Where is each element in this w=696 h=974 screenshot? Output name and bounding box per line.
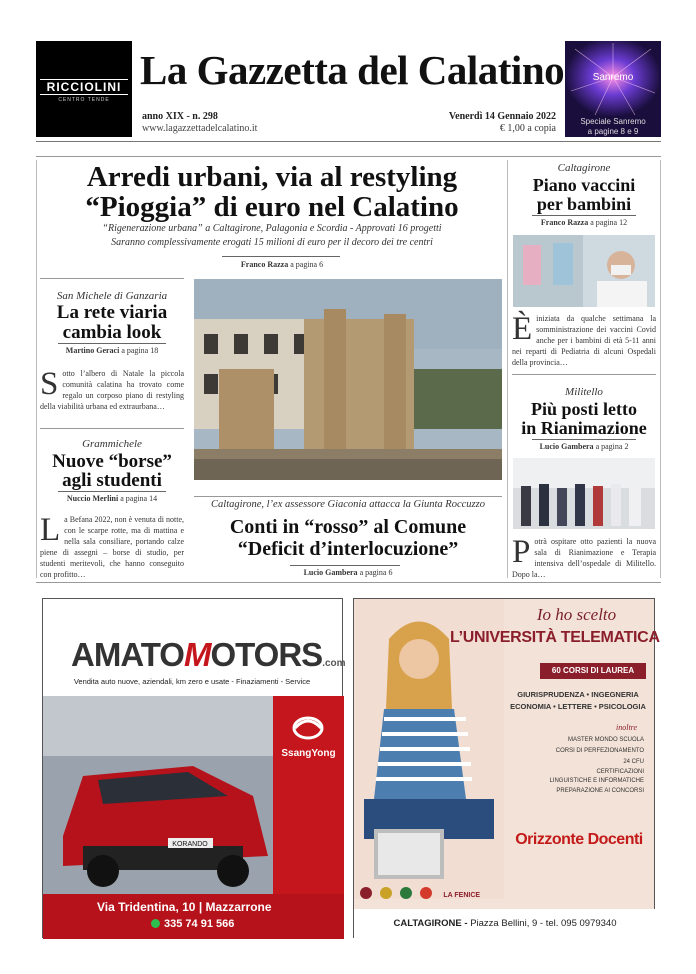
ad-uni-title: L’UNIVERSITÀ TELEMATICA (450, 629, 660, 646)
sponsor-logo-brand: RICCIOLINI (40, 79, 128, 95)
ad-uni-courses-badge: 60 CORSI DI LAUREA (540, 663, 646, 679)
ad-uni-subjects-2: ECONOMIA • LETTERE • PSICOLOGIA (510, 702, 646, 711)
ad-amato-brand-part1: AMATO (71, 636, 184, 673)
lead-byline-author: Franco Razza (240, 260, 289, 269)
ad-amato-plate: KORANDO (172, 841, 208, 848)
right-bottom-body (512, 536, 656, 580)
lead-headline-2[interactable]: “Pioggia” di euro nel Calatino (85, 191, 459, 223)
lead-headline-1[interactable]: Arredi urbani, via al restyling (86, 161, 458, 193)
left-bottom-headline-1[interactable]: Nuove “borse” (52, 451, 172, 472)
partner-logo-icon (360, 887, 372, 899)
left-bottom-byline (40, 494, 184, 503)
ad-uni-script: Io ho scelto (536, 605, 617, 624)
sponsor-logo-tagline: CENTRO TENDE (58, 97, 110, 103)
ad-uni-footer-city: CALTAGIRONE - (393, 918, 468, 929)
sanremo-caption-2: a pagine 8 e 9 (587, 127, 639, 136)
issue-price: € 1,00 a copia (499, 123, 556, 134)
center-story-rule (194, 496, 502, 497)
ad-uni-list-item: MASTER MONDO SCUOLA (567, 737, 644, 743)
whatsapp-icon (151, 919, 160, 928)
center-byline-rule (290, 565, 400, 566)
center-byline-page: a pagina 6 (357, 568, 393, 577)
website-link[interactable]: www.lagazzettadelcalatino.it (142, 123, 258, 134)
ad-amato-car-brand: SsangYong (281, 748, 336, 759)
ad-amato-motors[interactable] (42, 598, 346, 938)
right-bottom-photo-ward (513, 458, 655, 529)
right-bottom-byline-author: Lucio Gambera (539, 442, 594, 451)
left-top-byline (40, 346, 184, 355)
right-bottom-body-text: otrà ospitare otto pazienti la nuova sala di Rianimazione e Terapia intensiva dell’ospedale di Militello. Dopo la… (512, 537, 656, 579)
right-bottom-byline-page: a pagina 2 (593, 442, 629, 451)
issue-number: anno XIX - n. 298 (142, 111, 218, 122)
right-top-byline-author: Franco Razza (540, 218, 589, 227)
ad-amato-address-city: Mazzarrone (205, 900, 272, 914)
column-divider-left (36, 160, 37, 578)
ad-uni-list-item: CERTIFICAZIONI (596, 769, 644, 775)
ad-amato-address-prefix: Via Tridentina, 10 | (97, 900, 203, 914)
left-bottom-byline-rule (58, 491, 166, 492)
ad-amato-phone (151, 918, 234, 930)
section-bottom-rule (36, 582, 661, 583)
right-mid-rule (512, 374, 656, 375)
right-top-body (512, 313, 656, 368)
ad-uni-brand: Orizzonte Docenti (515, 831, 643, 848)
column-divider-right (507, 160, 508, 578)
left-top-byline-author: Martino Geraci (65, 346, 120, 355)
ad-amato-brand-part2: OTORS (210, 636, 323, 673)
ad-uni-subjects-1: GIURISPRUDENZA • INGEGNERIA (517, 690, 639, 699)
ad-amato-car-photo (43, 696, 273, 894)
left-top-section: San Michele di Ganzaria (56, 290, 168, 302)
ad-uni-list-item: PREPARAZIONE AI CONCORSI (556, 788, 644, 794)
lead-photo-fountain (194, 279, 502, 480)
ad-amato-address (97, 900, 272, 914)
ad-uni-list-item: LINGUISTICHE E INFORMATICHE (549, 778, 644, 784)
ad-uni-footer-address: Piazza Bellini, 9 - tel. 095 0979340 (467, 918, 617, 929)
ad-uni-footer (354, 909, 656, 939)
ad-uni-list-item: 24 CFU (623, 759, 644, 765)
ad-universita-telematica[interactable] (353, 598, 660, 938)
right-top-headline-2[interactable]: per bambini (536, 194, 632, 214)
right-top-headline-1[interactable]: Piano vaccini (532, 175, 636, 195)
left-top-byline-page: a pagina 18 (119, 346, 159, 355)
issue-date: Venerdì 14 Gennaio 2022 (448, 111, 556, 122)
center-story-headline-2[interactable]: “Deficit d’interlocuzione” (237, 538, 459, 560)
right-top-dropcap: È (512, 311, 533, 347)
ad-uni-list (536, 735, 644, 797)
left-mid-rule (40, 428, 184, 429)
masthead-title: La Gazzetta del Calatino (140, 47, 565, 93)
sanremo-logo: Sanremo (592, 72, 634, 83)
masthead-rule-2 (36, 156, 661, 157)
right-top-body-text: iniziata da qualche settimana la somministrazione dei vaccini Covid anche per i bambini di età 5-11 anni nei reparti di Pediatria di alcuni Ospedali della provincia… (512, 314, 656, 367)
partner-logo-icon (380, 887, 392, 899)
right-bottom-headline-1[interactable]: Più posti letto (531, 399, 637, 419)
lead-byline-page: a pagina 6 (288, 260, 324, 269)
right-bottom-dropcap: P (512, 534, 531, 570)
ssangyong-logo-icon (273, 710, 344, 750)
left-top-dropcap: S (40, 366, 59, 402)
left-top-headline-2[interactable]: cambia look (62, 322, 162, 343)
left-top-headline-1[interactable]: La rete viaria (56, 302, 168, 323)
right-top-byline-rule (532, 215, 636, 216)
left-bottom-dropcap: L (40, 512, 61, 548)
left-bottom-body-text: a Befana 2022, non è venuta di notte, con le scarpe rotte, ma di mattina e nella sala consiliare, portando calze piene di assegni – borse di studio, per studenti meritevoli, che hanno conseguito con profitto… (40, 515, 184, 579)
left-top-rule (40, 278, 184, 279)
right-bottom-headline-2[interactable]: in Rianimazione (521, 418, 647, 438)
center-story-headline-1[interactable]: Conti in “rosso” al Comune (229, 516, 467, 538)
ad-amato-brand-suffix: .com (322, 658, 346, 669)
center-byline-author: Lucio Gambera (303, 568, 358, 577)
left-bottom-headline-2[interactable]: agli studenti (62, 470, 162, 491)
ad-amato-tagline: Vendita auto nuove, aziendali, km zero e usate - Finaziamenti - Service (73, 677, 311, 686)
left-bottom-byline-author: Nuccio Merlini (66, 494, 119, 503)
masthead-rule (36, 141, 661, 142)
ad-uni-inoltre: inoltre (616, 723, 638, 732)
left-bottom-byline-page: a pagina 14 (118, 494, 158, 503)
sanremo-caption-1: Speciale Sanremo (580, 117, 646, 126)
right-top-byline-page: a pagina 12 (588, 218, 628, 227)
lead-subhead-2: Saranno complessivamente erogati 15 milioni di euro per il decoro dei tre centri (111, 237, 433, 248)
partner-logo-icon (400, 887, 412, 899)
lead-subhead-1: “Rigenerazione urbana” a Caltagirone, Palagonia e Scordia - Approvati 16 progetti (102, 223, 442, 234)
right-top-photo-doctor (513, 235, 655, 307)
ad-uni-partner-logos (360, 884, 560, 900)
right-bottom-byline-rule (532, 439, 636, 440)
sponsor-logo (36, 41, 132, 137)
center-story-section: Caltagirone, l’ex assessore Giaconia attacca la Giunta Roccuzzo (211, 499, 485, 510)
column-divider-edge (660, 160, 661, 578)
center-story-byline (248, 568, 448, 577)
right-top-section: Caltagirone (557, 162, 611, 174)
ad-amato-m-icon: M (183, 636, 211, 673)
partner-logo-icon (420, 887, 432, 899)
left-bottom-section: Grammichele (82, 438, 142, 450)
ad-amato-brand (71, 636, 346, 674)
ad-uni-partner-name: LA FENICE (443, 892, 481, 899)
left-top-byline-rule (58, 343, 166, 344)
left-bottom-body (40, 514, 184, 580)
left-top-body-text: otto l’albero di Natale la piccola comunità calatina ha trovato come regalo un corposo piano di restyling della viabilità urbana ed extraurbana… (40, 369, 184, 411)
lead-byline (182, 260, 382, 269)
right-bottom-byline (512, 442, 656, 451)
sanremo-promo[interactable] (565, 41, 661, 137)
ad-uni-list-item: CORSI DI PERFEZIONAMENTO (555, 748, 644, 754)
ad-amato-brand-panel (273, 696, 344, 894)
ad-amato-footer (43, 894, 344, 939)
left-top-body (40, 368, 184, 412)
ad-uni-footer-text (354, 918, 656, 929)
right-top-byline (512, 218, 656, 227)
lead-byline-rule (222, 256, 340, 257)
right-bottom-section: Militello (565, 386, 603, 398)
ad-amato-phone-number: 335 74 91 566 (164, 918, 235, 930)
